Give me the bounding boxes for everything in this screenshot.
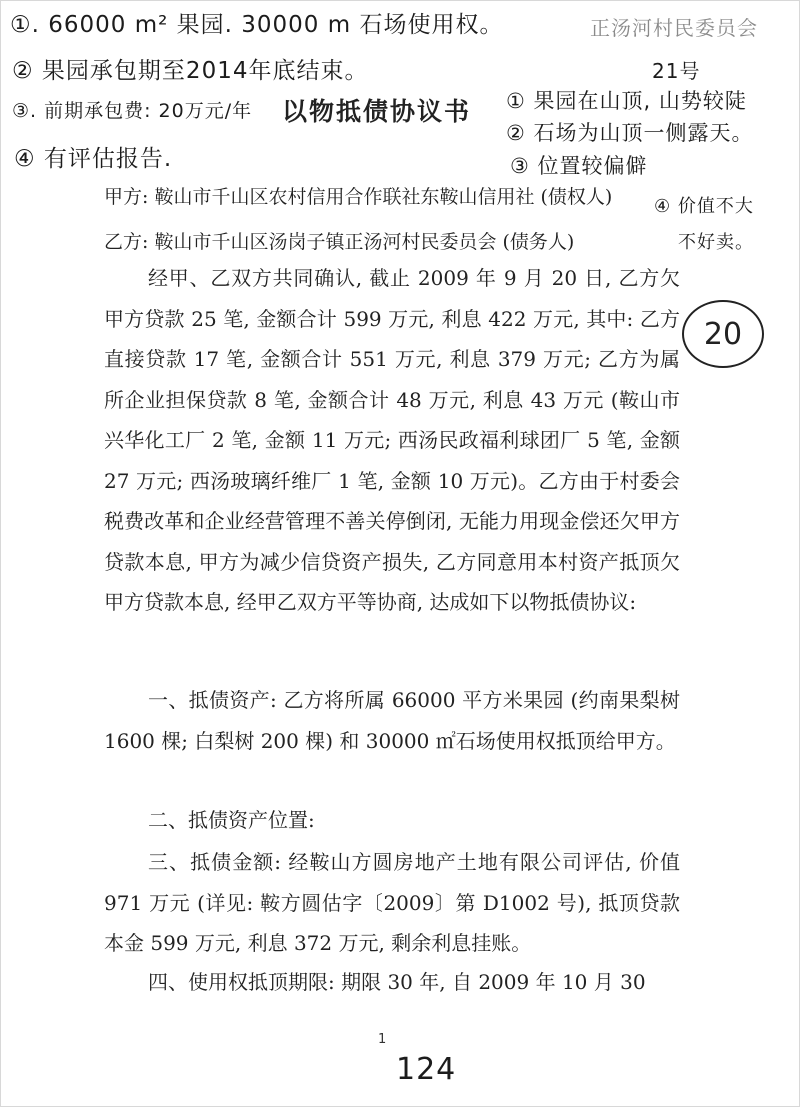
handwritten-note-2: ② 果园承包期至2014年底结束。 <box>12 58 369 84</box>
body-paragraph: 经甲、乙双方共同确认, 截止 2009 年 9 月 20 日, 乙方欠甲方贷款 25 笔, 金额合计 599 万元, 利息 422 万元, 其中: 乙方直接贷款 17 笔, 金额合计 551 万元, 利息 379 万元; 乙方为属所企业担保贷款 8 笔, 金额合计 48 万元, 利息 43 万元 (鞍山市兴华化工厂 2 笔, 金额 11 万元; 西汤民政福利球团厂 5 笔, 金额 27 万元; 西汤玻璃纤维厂 1 笔, 金额 10 万元)。乙方由于村委会税费改革和企业经营管理不善关停倒闭, 无能力用现金偿还欠甲方贷款本息, 甲方为减少信贷资产损失, 乙方同意用本村资产抵顶欠甲方贷款本息, 经甲乙双方平等协商, 达成如下以物抵债协议: <box>104 266 680 614</box>
handwritten-number: 21号 <box>652 59 701 83</box>
circled-number-text: 20 <box>703 316 743 352</box>
handwritten-right-note-5: 不好卖。 <box>678 232 754 253</box>
handwritten-village-name: 正汤河村民委员会 <box>590 16 758 40</box>
handwritten-right-note-2: ② 石场为山顶一侧露天。 <box>506 121 754 145</box>
party-b: 乙方: 鞍山市千山区汤岗子镇正汤河村民委员会 (债务人) <box>104 231 575 253</box>
handwritten-bottom-number: 124 <box>396 1052 457 1087</box>
clause-2: 二、抵债资产位置: <box>148 808 315 832</box>
handwritten-note-1: ①. 66000 m² 果园. 30000 m 石场使用权。 <box>10 12 504 38</box>
handwritten-note-3: ③. 前期承包费: 20万元/年 <box>12 100 253 122</box>
clause-1: 一、抵债资产: 乙方将所属 66000 平方米果园 (约南果梨树 1600 棵; 白梨树 200 棵) 和 30000 ㎡石场使用权抵顶给甲方。 <box>104 688 680 753</box>
handwritten-right-note-3: ③ 位置较偏僻 <box>510 154 648 178</box>
handwritten-right-note-4: ④ 价值不大 <box>654 196 754 217</box>
party-a: 甲方: 鞍山市千山区农村信用合作联社东鞍山信用社 (债权人) <box>104 186 613 208</box>
handwritten-note-4: ④ 有评估报告. <box>14 146 173 172</box>
circled-number <box>682 300 764 368</box>
document-title: 以物抵债协议书 <box>282 97 472 126</box>
page-number: 1 <box>378 1032 387 1047</box>
handwritten-right-note-1: ① 果园在山顶, 山势较陡 <box>506 89 747 113</box>
clause-4: 四、使用权抵顶期限: 期限 30 年, 自 2009 年 10 月 30 <box>148 970 646 994</box>
clause-3: 三、抵债金额: 经鞍山方圆房地产土地有限公司评估, 价值 971 万元 (详见: 鞍方圆估字〔2009〕第 D1002 号), 抵顶贷款本金 599 万元, 利息 372 万元, 剩余利息挂账。 <box>104 850 680 955</box>
